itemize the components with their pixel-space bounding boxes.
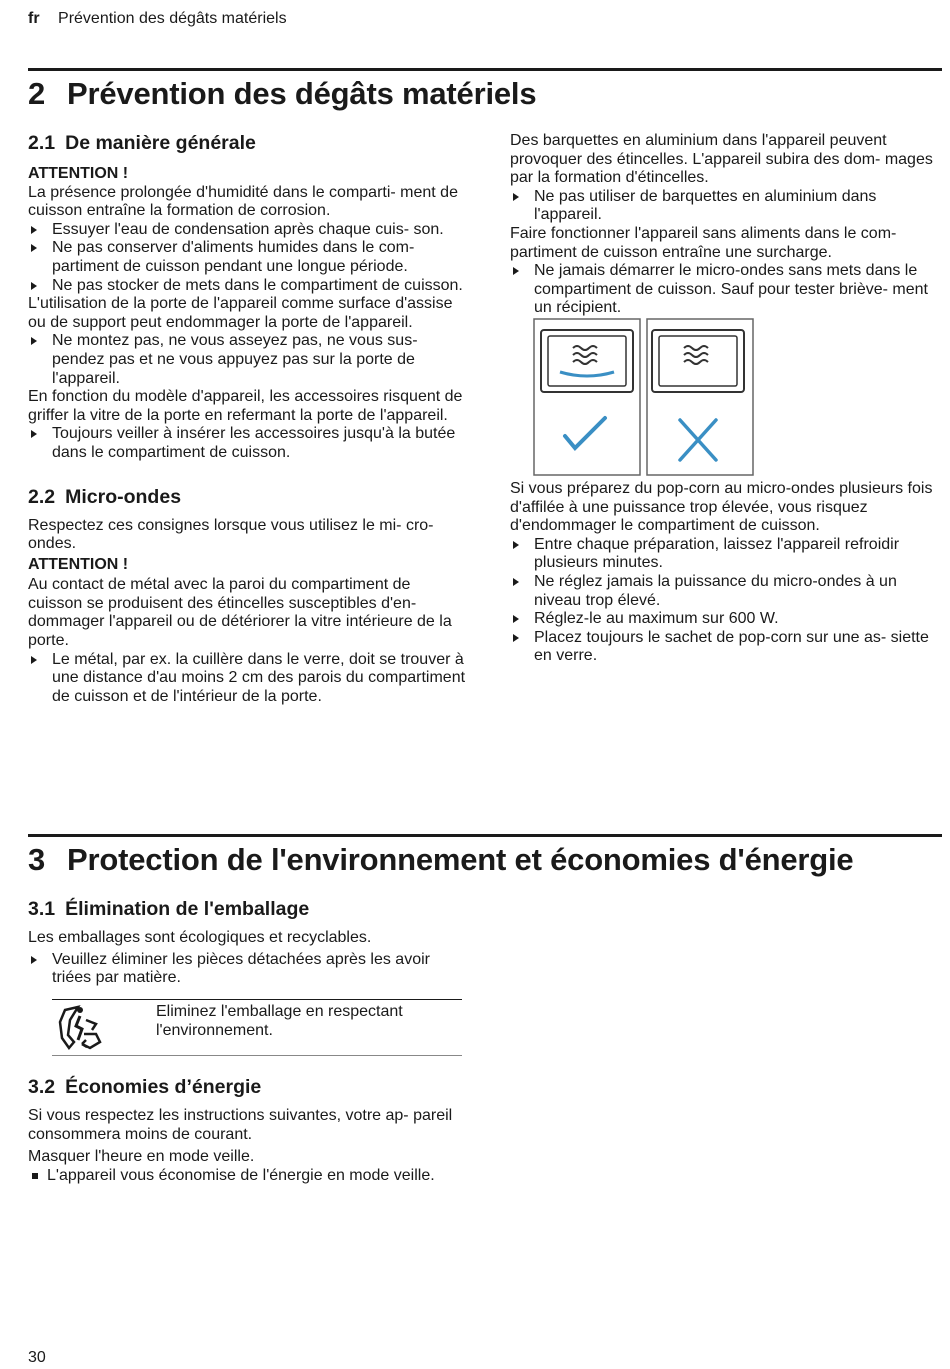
bullet-list [510,188,944,225]
paragraph: Si vous préparez du pop-corn au micro-ondes plusieurs fois d'affilée à une puissance trop élevée, vous risquez d'endommager le compartiment de cuisson. [510,480,933,535]
list-item: Réglez-le au maximum sur 600 W. [510,610,946,629]
paragraph: En fonction du modèle d'appareil, les accessoires risquent de griffer la vitre de la porte en refermant la porte de l'appareil. [28,388,463,424]
page-header [28,10,287,28]
bullet-list [28,425,468,462]
section-heading: 2.2 Micro-ondes [28,485,182,508]
chapter-divider [28,834,942,837]
section-heading: 3.1 Élimination de l'emballage [28,898,310,920]
list-item: Toujours veiller à insérer les accessoires jusqu'à la butée dans le compartiment de cuisson. [28,425,468,462]
chapter-title: 3 Protection de l'environnement et économies d'énergie [28,842,854,877]
paragraph: Respectez ces consignes lorsque vous utilisez le mi- cro-ondes. [28,516,434,553]
list-item: Veuillez éliminer les pièces détachées après les avoir triées par matière. [28,951,468,988]
list-item: L'appareil vous économise de l'énergie en mode veille. [28,1167,468,1186]
microwave-illustration [533,318,755,476]
paragraph: Si vous respectez les instructions suivantes, votre ap- pareil consommera moins de courant. [28,1107,453,1143]
attention-label: ATTENTION ! [28,555,129,573]
language-code: fr [28,10,40,27]
list-item: Essuyer l'eau de condensation après chaque cuis- son. [28,221,468,240]
list-item: Ne pas conserver d'aliments humides dans le com- partiment de cuisson pendant une longue période. [28,239,468,276]
attention-label: ATTENTION ! [28,165,129,182]
list-item: Placez toujours le sachet de pop-corn sur une as- siette en verre. [510,629,946,666]
right-column [510,132,944,318]
recycling-icon [56,1004,104,1052]
chapter3-column [28,897,468,988]
bullet-list [510,262,944,318]
list-item: Ne pas stocker de mets dans le compartiment de cuisson. [28,277,468,296]
chapter3-column-lower [28,1075,468,1185]
bullet-list [28,651,468,707]
paragraph: Au contact de métal avec la paroi du compartiment de cuisson se produisent des étincelles susceptibles d'en- dommager l'appareil ou de détériorer la vitre intérieure de la porte. [28,576,452,650]
paragraph: Des barquettes en aluminium dans l'appareil peuvent provoquer des étincelles. L'appareil subira des dom- mages par la formation d'étincelles. [510,132,933,187]
paragraph: L'utilisation de la porte de l'appareil comme surface d'assise ou de support peut endommager la porte de l'appareil. [28,295,453,331]
section-heading: 2.1 De manière générale [28,132,256,154]
page-number: 30 [28,1349,46,1366]
right-column-lower [510,480,946,666]
running-title: Prévention des dégâts matériels [58,10,287,27]
chapter-divider [28,68,942,71]
paragraph: La présence prolongée d'humidité dans le comparti- ment de cuisson entraîne la formation de corrosion. [28,183,458,220]
list-item: Ne pas utiliser de barquettes en aluminium dans l'appareil. [510,188,944,225]
list-item: Le métal, par ex. la cuillère dans le verre, doit se trouver à une distance d'au moins 2 cm des parois du compartiment de cuisson et de l'intérieur de la porte. [28,651,468,707]
bullet-list [28,221,468,295]
list-item: Ne jamais démarrer le micro-ondes sans mets dans le compartiment de cuisson. Sauf pour tester briève- ment un récipient. [510,262,944,318]
paragraph: Les emballages sont écologiques et recyclables. [28,929,372,946]
bullet-list [28,951,468,988]
section-heading: 3.2 Économies d’énergie [28,1076,262,1098]
paragraph: Faire fonctionner l'appareil sans aliments dans le com- partiment de cuisson entraîne une surcharge. [510,224,897,261]
recycling-text: Eliminez l'emballage en respectant l'environnement. [156,1003,403,1039]
bullet-list [28,1167,468,1186]
paragraph: Masquer l'heure en mode veille. [28,1148,255,1166]
chapter-title: 2 Prévention des dégâts matériels [28,76,537,111]
list-item: Ne réglez jamais la puissance du micro-ondes à un niveau trop élevé. [510,573,946,610]
bullet-list [510,536,946,666]
bullet-list [28,332,468,388]
list-item: Entre chaque préparation, laissez l'appareil refroidir plusieurs minutes. [510,536,946,573]
list-item: Ne montez pas, ne vous asseyez pas, ne vous sus- pendez pas et ne vous appuyez pas sur la porte de l'appareil. [28,332,468,388]
recycling-notice [52,999,462,1056]
left-column [28,131,468,706]
